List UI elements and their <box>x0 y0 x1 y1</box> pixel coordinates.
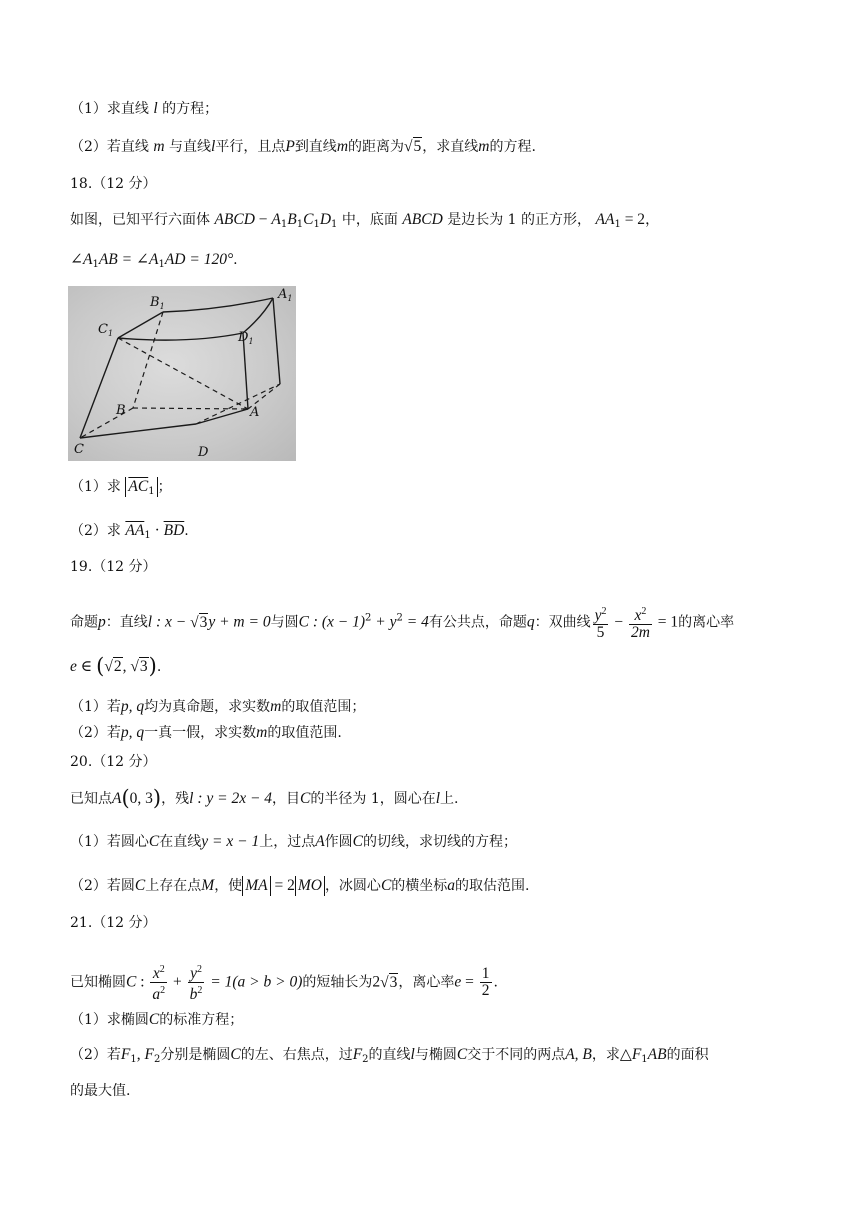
q21-part2-cont: 的最大值. <box>70 1083 131 1099</box>
q19-part2: （2）若p, q一真一假，求实数m的取值范围. <box>70 724 342 741</box>
label-b: B <box>116 403 126 418</box>
q20-header: 20.（12 分） <box>70 754 157 770</box>
q18-part1: （1）求 $\overline{AC}_1$ ； <box>70 478 172 497</box>
q17-part2: （2）若直线 m 与直线l平行，且点P到直线m的距离为√5，求直线m的方程. <box>70 138 536 155</box>
q21-header: 21.（12 分） <box>70 915 157 931</box>
q19-part1: （1）若p, q均为真命题，求实数m的取值范围； <box>70 698 366 715</box>
q18-part2: （2）求 $\overline{AA}_1 \cdot \overline{BD}$. <box>70 522 189 541</box>
label-d: D <box>198 445 209 460</box>
label-a1: $A_1$ <box>278 287 293 303</box>
sqrt-five: √5 <box>404 138 422 155</box>
label-c: C <box>74 442 84 457</box>
q20-part1: （1）若圆心C在直线y = x − 1上，过点A作圆C的切线，求切线的方程； <box>70 833 518 850</box>
q18-header: 18.（12 分） <box>70 176 157 192</box>
q21-part1: （1）求椭圆C的标准方程； <box>70 1011 244 1028</box>
q18-angles: $\angle A_1AB$ = $\angle A_1AD = 120^\circ$. <box>70 251 238 270</box>
label-d1: $D_1$ <box>238 330 254 346</box>
q20-part2: （2）若圆C上存在点M，使 MA = 2 MO ，冰圆心C的横坐标a的取估范围. <box>70 877 530 894</box>
label-c1: $C_1$ <box>98 322 114 338</box>
q21-part2: （2）若$F_1$, $F_2$分别是椭圆C的左、右焦点，过$F_2$的直线l与椭圆C交于不同的两点A, B，求$\triangle F_1AB$的面积 <box>70 1046 709 1065</box>
q18-intro: 如图，已知平行六面体 ABCD − $A_1B_1C_1D_1$ 中，底面 ABCD 是边长为 1 的正方形， $AA_1 = 2$， <box>70 211 660 230</box>
q19-header: 19.（12 分） <box>70 559 157 575</box>
q17-part1: （1）求直线 l 的方程； <box>70 100 219 117</box>
q21-intro: 已知椭圆C : $\frac{x^2}{a^2}$ + $\frac{y^2}{b^2}$ = 1(a > b > 0)的短轴长为2√3，离心率e = $\frac{1}{2}$ . <box>70 964 498 1003</box>
q19-line2: e ∈ (√2, √3). <box>70 654 162 678</box>
q20-intro: 已知点A(0, 3)，残l : y = 2x − 4，目C的半径为 1，圆心在l上. <box>70 786 459 810</box>
label-b1: $B_1$ <box>150 295 165 311</box>
label-a: A <box>250 405 260 420</box>
q19-line1: 命题p：直线l : x − √3y + m = 0与圆C : $(x - 1)^2 + y^2 = 4$有公共点，命题q：双曲线 $\frac{y^2}{5}$ − $\frac{x^2}{2m}$ = 1的离心率 <box>70 606 735 641</box>
parallelepiped-figure <box>68 286 296 461</box>
